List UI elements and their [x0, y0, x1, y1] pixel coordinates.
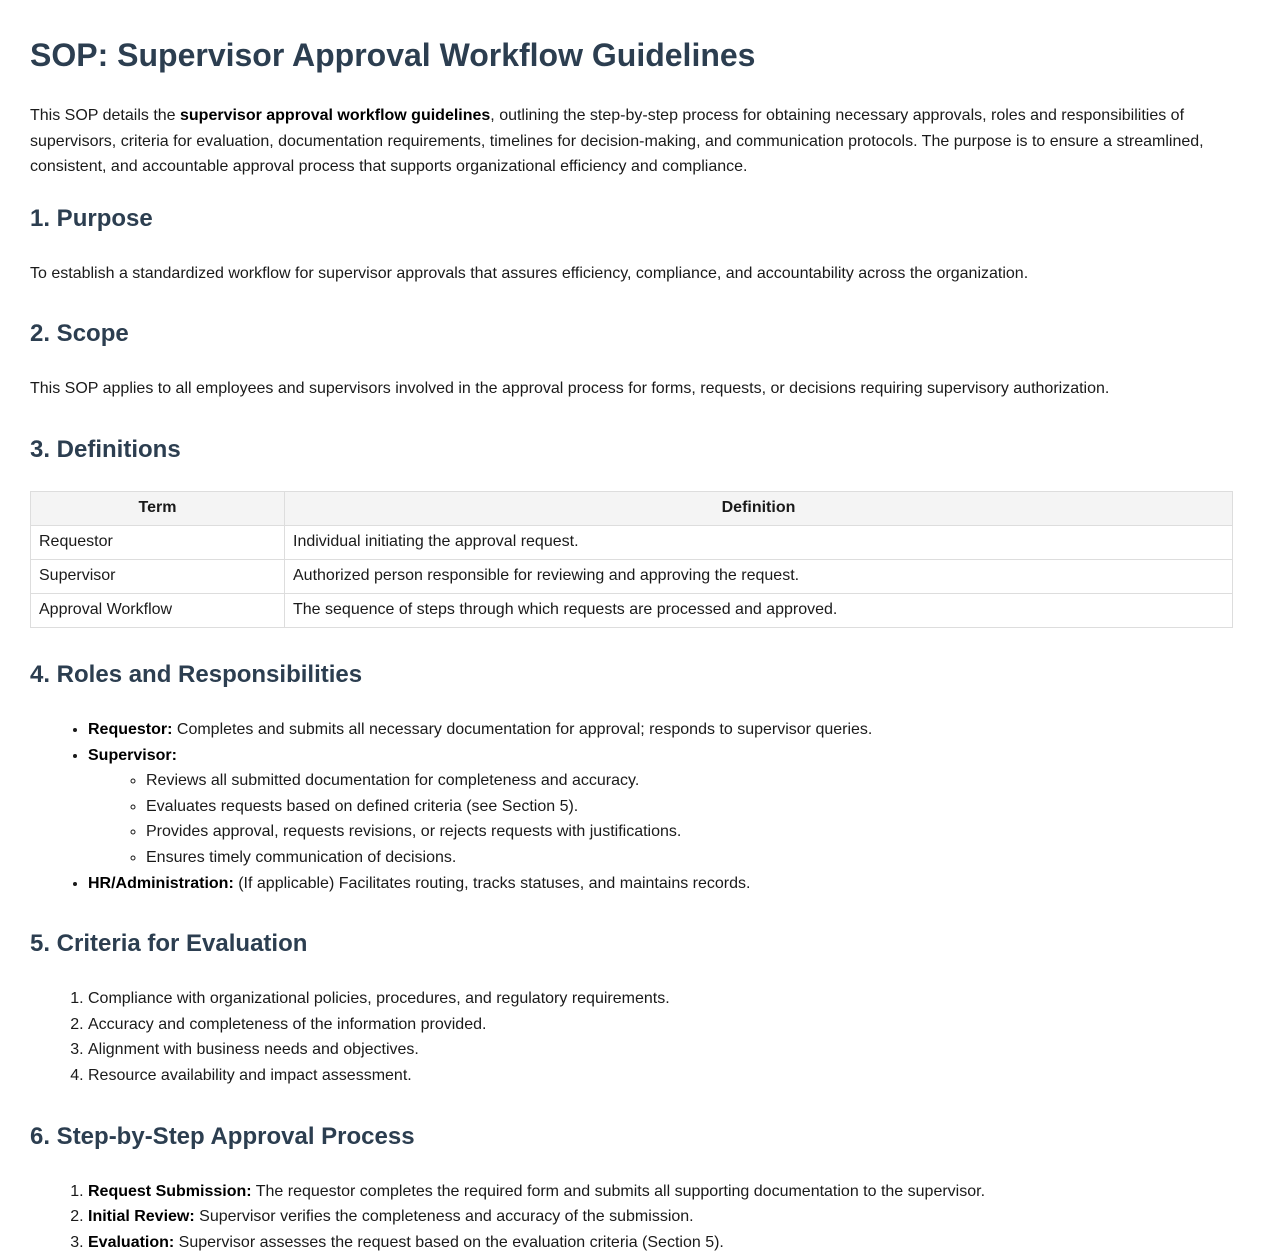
steps-list — [30, 1179, 1233, 1255]
intro-paragraph — [30, 103, 1233, 180]
definition-cell: Authorized person responsible for reviewing and approving the request. — [285, 559, 1233, 593]
table-row — [31, 593, 1233, 627]
step-label: Initial Review: — [88, 1208, 195, 1225]
role-label-hr: HR/Administration: — [88, 875, 234, 892]
criteria-list — [30, 986, 1233, 1088]
role-label-requestor: Requestor: — [88, 721, 172, 738]
definitions-table — [30, 491, 1233, 628]
list-item: ◦ Evaluates requests based on defined criteria (see Section 5). — [146, 794, 1233, 820]
page-title: SOP: Supervisor Approval Workflow Guidelines — [30, 0, 1233, 74]
list-item: 2. Accuracy and completeness of the information provided. — [88, 1012, 1233, 1038]
role-text-requestor: Completes and submits all necessary documentation for approval; responds to supervisor queries. — [172, 721, 872, 738]
steps-heading: 6. Step-by-Step Approval Process — [30, 1122, 1233, 1152]
purpose-heading: 1. Purpose — [30, 204, 1233, 234]
step-text: Supervisor verifies the completeness and accuracy of the submission. — [195, 1208, 694, 1225]
definition-cell: Individual initiating the approval request. — [285, 525, 1233, 559]
column-header-term: Term — [31, 491, 285, 525]
intro-text-end: , outlining the step-by-step process for obtaining necessary approvals, roles and responsibilities of supervisors, criteria for evaluation, documentation requirements, timelines for decision-making, and communication protocols. The purpose is to ensure a streamlined, consistent, and accountable approval process that supports organizational efficiency and compliance. — [30, 107, 1204, 175]
table-row — [31, 559, 1233, 593]
list-item: ◦ Ensures timely communication of decisions. — [146, 845, 1233, 871]
list-item: ◦ Provides approval, requests revisions, or rejects requests with justifications. — [146, 819, 1233, 845]
term-cell: Requestor — [31, 525, 285, 559]
column-header-definition: Definition — [285, 491, 1233, 525]
role-label-supervisor: Supervisor: — [88, 747, 177, 764]
criteria-heading: 5. Criteria for Evaluation — [30, 929, 1233, 959]
list-item — [88, 1179, 1233, 1205]
step-text: The requestor completes the required form and submits all supporting documentation to the supervisor. — [252, 1183, 985, 1200]
list-item — [88, 717, 1233, 743]
term-cell: Supervisor — [31, 559, 285, 593]
purpose-text: To establish a standardized workflow for supervisor approvals that assures efficiency, compliance, and accountability across the organization. — [30, 261, 1233, 287]
roles-heading: 4. Roles and Responsibilities — [30, 660, 1233, 690]
scope-text: This SOP applies to all employees and supervisors involved in the approval process for forms, requests, or decisions requiring supervisory authorization. — [30, 376, 1233, 402]
intro-text-start: This SOP details the — [30, 107, 180, 124]
step-label: Request Submission: — [88, 1183, 252, 1200]
role-text-hr: (If applicable) Facilitates routing, tracks statuses, and maintains records. — [234, 875, 751, 892]
step-label: Evaluation: — [88, 1234, 174, 1251]
definitions-heading: 3. Definitions — [30, 435, 1233, 465]
list-item — [88, 1230, 1233, 1255]
intro-text-bold: supervisor approval workflow guidelines — [180, 107, 490, 124]
list-item — [88, 743, 1233, 871]
list-item: 3. Alignment with business needs and objectives. — [88, 1037, 1233, 1063]
list-item — [88, 1204, 1233, 1230]
list-item: 1. Compliance with organizational policies, procedures, and regulatory requirements. — [88, 986, 1233, 1012]
list-item: 4. Resource availability and impact assessment. — [88, 1063, 1233, 1089]
scope-heading: 2. Scope — [30, 319, 1233, 349]
definition-cell: The sequence of steps through which requests are processed and approved. — [285, 593, 1233, 627]
list-item — [88, 871, 1233, 897]
list-item: ◦ Reviews all submitted documentation for completeness and accuracy. — [146, 768, 1233, 794]
table-row — [31, 525, 1233, 559]
table-header-row — [31, 491, 1233, 525]
supervisor-duties-list — [88, 768, 1233, 870]
step-text: Supervisor assesses the request based on the evaluation criteria (Section 5). — [174, 1234, 724, 1251]
term-cell: Approval Workflow — [31, 593, 285, 627]
roles-list — [30, 717, 1233, 896]
